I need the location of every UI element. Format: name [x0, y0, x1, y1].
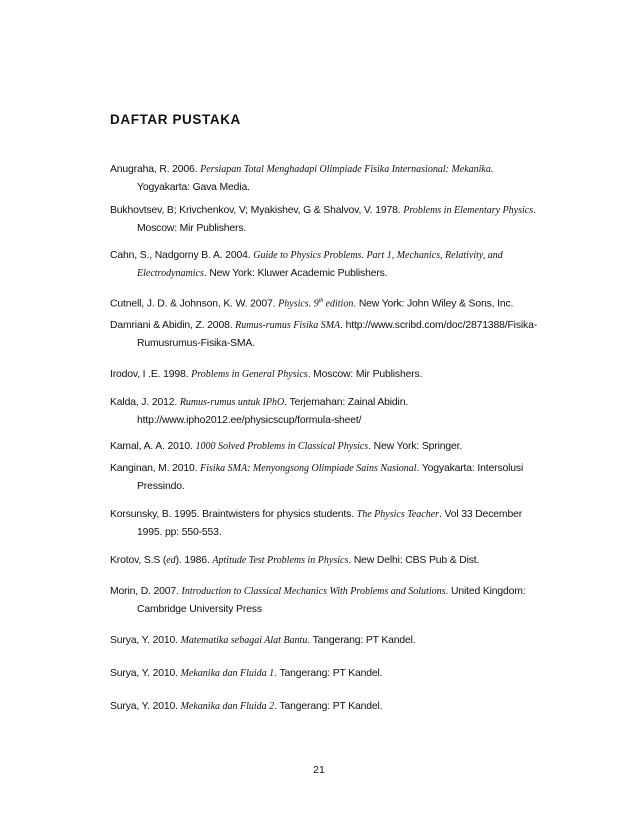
reference-title: Problems in Elementary Physics	[403, 205, 534, 216]
reference-item	[110, 202, 542, 238]
reference-edition-word: edition	[323, 298, 354, 310]
reference-title: 1000 Solved Problems in Classical Physics	[195, 441, 369, 453]
reference-item	[110, 366, 542, 384]
reference-authors: Krotov, S.S (	[110, 555, 167, 567]
reference-publisher: Yogyakarta: Gava Media.	[137, 182, 250, 193]
reference-authors: Irodov, I .E. 1998.	[110, 369, 192, 381]
reference-publisher: . United Kingdom: Cambridge University Press	[137, 586, 526, 616]
reference-item	[110, 394, 542, 430]
reference-title: Physics	[278, 298, 309, 310]
reference-item	[110, 161, 542, 197]
reference-edition-suffix: th	[318, 298, 324, 304]
reference-authors: Kanginan, M. 2010.	[110, 463, 201, 475]
reference-title: Rumus-rumus Fisika SMA	[235, 320, 341, 332]
reference-publisher: . Tangerang: PT Kandel.	[274, 668, 383, 680]
reference-item	[110, 247, 542, 283]
reference-item	[110, 438, 542, 456]
reference-publisher: . Moscow: Mir Publishers.	[137, 205, 536, 234]
reference-editor-mark: ed	[166, 555, 176, 567]
reference-title: Mekanika dan Fluida 1	[180, 668, 275, 680]
reference-publisher: . New York: John Wiley & Sons, Inc.	[353, 298, 514, 310]
reference-title: Problems in General Physics	[191, 369, 308, 381]
page-number: 21	[313, 764, 325, 776]
reference-url: . http://www.scribd.com/doc/2871388/Fisika-Rumusrumus-Fisika-SMA.	[137, 320, 538, 350]
reference-publisher: . Vol 33 December 1995. pp: 550-553.	[137, 509, 523, 539]
reference-item	[110, 632, 542, 650]
reference-authors: Surya, Y. 2010.	[110, 668, 181, 680]
reference-item	[110, 317, 542, 353]
reference-title: The Physics Teacher	[356, 509, 440, 521]
reference-publisher: . Tangerang: PT Kandel.	[274, 701, 383, 713]
reference-publisher: . Yogyakarta: Intersolusi Pressindo.	[137, 463, 524, 493]
reference-publisher: . New Delhi: CBS Pub & Dist.	[348, 555, 480, 567]
reference-list	[110, 161, 542, 725]
reference-title: Introduction to Classical Mechanics With Problems and Solutions	[181, 586, 446, 598]
reference-item	[110, 506, 542, 542]
reference-authors: Cutnell, J. D. & Johnson, K. W. 2007.	[110, 298, 279, 310]
reference-authors: Kalda, J. 2012.	[110, 397, 180, 409]
reference-authors: Korsunsky, B. 1995. Braintwisters for physics students.	[110, 509, 357, 521]
reference-authors: Bukhovtsev, B; Krivchenkov, V; Myakishev, G & Shalvov, V. 1978.	[110, 205, 404, 216]
reference-publisher: . New York: Kluwer Academic Publishers.	[203, 268, 388, 279]
reference-item	[110, 665, 542, 683]
reference-item	[110, 583, 542, 619]
reference-edition: . 9	[308, 298, 319, 310]
reference-title: Aptitude Test Problems in Physics	[212, 555, 349, 567]
page-heading: DAFTAR PUSTAKA	[110, 112, 241, 127]
reference-authors: Surya, Y. 2010.	[110, 635, 181, 647]
reference-publisher: . Moscow: Mir Publishers.	[307, 369, 423, 381]
reference-publisher: . New York: Springer.	[368, 441, 463, 453]
reference-url: . Terjemahan: Zainal Abidin. http://www.ipho2012.ee/physicscup/formula-sheet/	[137, 397, 409, 427]
reference-item	[110, 460, 542, 496]
reference-publisher: . Tangerang: PT Kandel.	[307, 635, 416, 647]
reference-title: Persiapan Total Menghadapi Olimpiade Fisika Internasional: Mekanika.	[200, 164, 494, 175]
reference-title: Fisika SMA: Menyongsong Olimpiade Sains Nasional	[200, 463, 417, 475]
reference-authors: Anugraha, R. 2006.	[110, 164, 201, 175]
reference-title: Rumus-rumus untuk IPhO	[179, 397, 285, 409]
reference-authors: Cahn, S., Nadgorny B. A. 2004.	[110, 250, 254, 261]
reference-item	[110, 698, 542, 716]
reference-authors: Surya, Y. 2010.	[110, 701, 181, 713]
reference-title: Guide to Physics Problems. Part 1, Mechanics, Relativity, and Electrodynamics	[137, 250, 503, 279]
reference-authors: Damriani & Abidin, Z. 2008.	[110, 320, 236, 332]
reference-authors: Morin, D. 2007.	[110, 586, 182, 598]
reference-year: ). 1986.	[175, 555, 213, 567]
reference-item	[110, 292, 542, 313]
reference-title: Mekanika dan Fluida 2	[180, 701, 275, 713]
reference-item	[110, 552, 542, 570]
reference-authors: Kamal, A. A. 2010.	[110, 441, 196, 453]
reference-title: Matematika sebagai Alat Bantu	[180, 635, 308, 647]
